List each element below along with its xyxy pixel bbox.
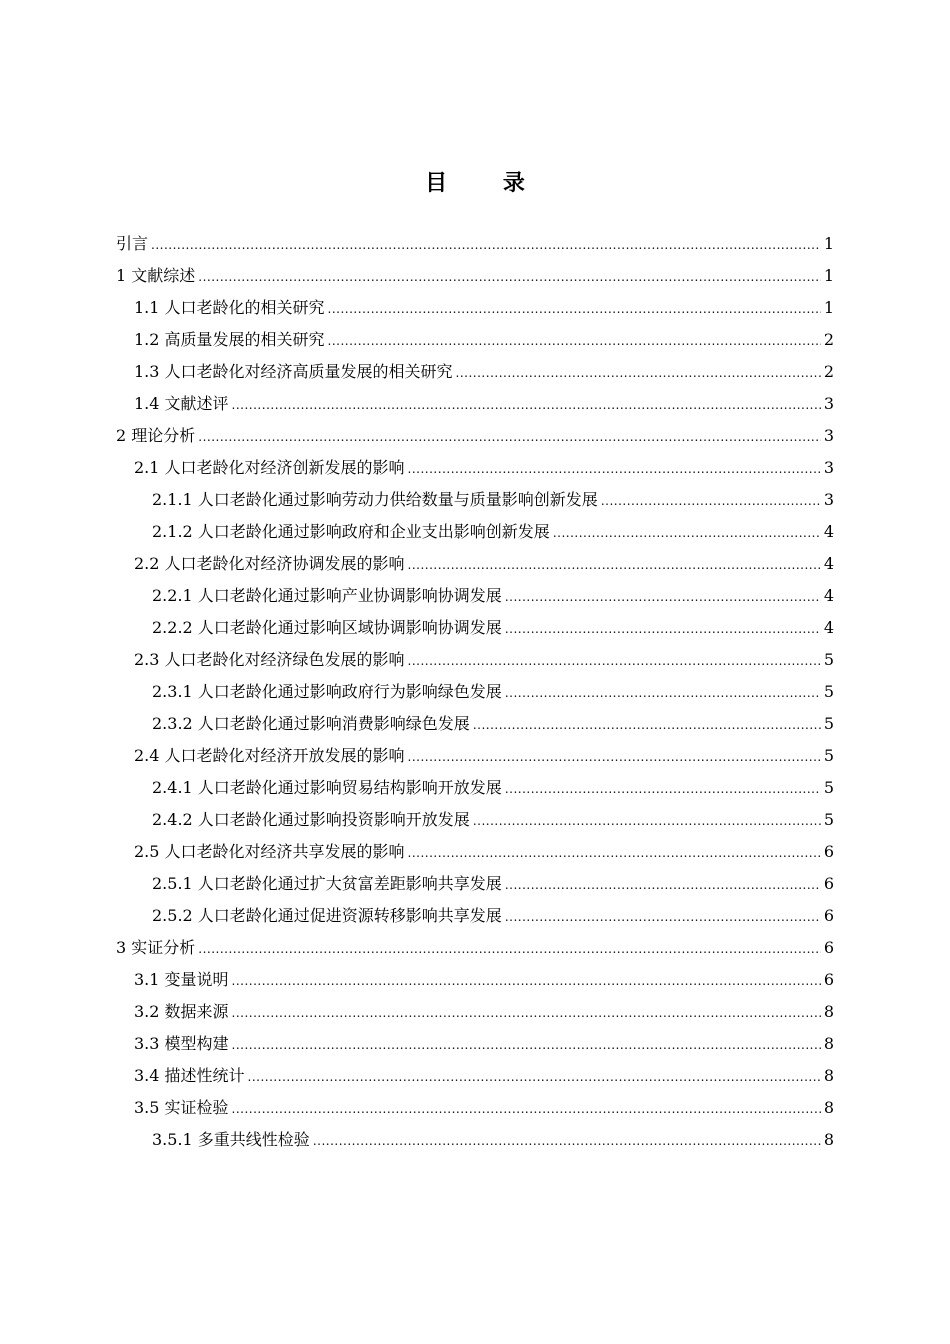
dot-leader: [601, 485, 821, 517]
toc-entry[interactable]: [116, 740, 834, 772]
toc-entry-title: 2.2 人口老龄化对经济协调发展的影响: [134, 554, 405, 573]
dot-leader: [248, 1061, 821, 1093]
toc-entry[interactable]: [116, 260, 834, 292]
page-title: 目 录: [425, 171, 549, 196]
dot-leader: [473, 709, 821, 741]
toc-entry-page-number: 5: [823, 650, 834, 669]
dot-leader: [505, 773, 821, 805]
toc-entry[interactable]: [116, 356, 834, 388]
toc-entry-page-number: 8: [823, 1130, 834, 1149]
toc-entry-page-number: 2: [823, 330, 834, 349]
dot-leader: [408, 453, 821, 485]
dot-leader: [198, 261, 821, 293]
dot-leader: [505, 677, 821, 709]
toc-entry-title: 2.1 人口老龄化对经济创新发展的影响: [134, 458, 405, 477]
toc-entry-page-number: 4: [823, 586, 834, 605]
toc-entry-page-number: 1: [823, 234, 834, 253]
toc-entry-page-number: 8: [823, 1002, 834, 1021]
dot-leader: [408, 837, 821, 869]
dot-leader: [232, 965, 821, 997]
toc-entry-title: 2.4 人口老龄化对经济开放发展的影响: [134, 746, 405, 765]
toc-entry-title: 2.1.2 人口老龄化通过影响政府和企业支出影响创新发展: [152, 522, 550, 541]
toc-entry-page-number: 3: [823, 490, 834, 509]
toc-entry-title: 1 文献综述: [116, 266, 196, 285]
toc-entry[interactable]: [116, 868, 834, 900]
toc-entry-page-number: 1: [823, 298, 834, 317]
dot-leader: [198, 421, 821, 453]
dot-leader: [408, 549, 821, 581]
toc-entry[interactable]: [116, 228, 834, 260]
dot-leader: [505, 613, 821, 645]
toc-entry-title: 2.3.1 人口老龄化通过影响政府行为影响绿色发展: [152, 682, 502, 701]
toc-entry-title: 3.2 数据来源: [134, 1002, 229, 1021]
toc-entry[interactable]: [116, 324, 834, 356]
toc-entry-page-number: 5: [823, 778, 834, 797]
dot-leader: [151, 229, 821, 261]
toc-entry-title: 2.3.2 人口老龄化通过影响消费影响绿色发展: [152, 714, 470, 733]
toc-entry-title: 2.3 人口老龄化对经济绿色发展的影响: [134, 650, 405, 669]
toc-entry[interactable]: [116, 996, 834, 1028]
toc-entry-title: 3.3 模型构建: [134, 1034, 229, 1053]
toc-entry-page-number: 8: [823, 1034, 834, 1053]
toc-entry[interactable]: [116, 644, 834, 676]
toc-entry-page-number: 4: [823, 522, 834, 541]
toc-entry[interactable]: [116, 1028, 834, 1060]
toc-entry-title: 2.4.2 人口老龄化通过影响投资影响开放发展: [152, 810, 470, 829]
dot-leader: [232, 997, 821, 1029]
toc-entry-page-number: 4: [823, 618, 834, 637]
toc-entry[interactable]: [116, 452, 834, 484]
toc-entry[interactable]: [116, 388, 834, 420]
toc-entry-page-number: 8: [823, 1098, 834, 1117]
toc-entry-page-number: 5: [823, 682, 834, 701]
toc-entry[interactable]: [116, 772, 834, 804]
toc-entry[interactable]: [116, 964, 834, 996]
toc-entry[interactable]: [116, 708, 834, 740]
toc-entry-page-number: 8: [823, 1066, 834, 1085]
toc-entry-title: 1.3 人口老龄化对经济高质量发展的相关研究: [134, 362, 453, 381]
toc-entry-title: 2.5.2 人口老龄化通过促进资源转移影响共享发展: [152, 906, 502, 925]
toc-entry-title: 2.2.2 人口老龄化通过影响区域协调影响协调发展: [152, 618, 502, 637]
toc-entry-page-number: 3: [823, 458, 834, 477]
dot-leader: [198, 933, 821, 965]
toc-entry-page-number: 6: [823, 842, 834, 861]
toc-entry[interactable]: [116, 548, 834, 580]
toc-entry[interactable]: [116, 292, 834, 324]
toc-entry[interactable]: [116, 420, 834, 452]
toc-entry-title: 2 理论分析: [116, 426, 196, 445]
toc-entry-page-number: 5: [823, 746, 834, 765]
toc-entry-title: 1.4 文献述评: [134, 394, 229, 413]
toc-entry-page-number: 6: [823, 938, 834, 957]
dot-leader: [456, 357, 821, 389]
dot-leader: [232, 389, 821, 421]
dot-leader: [473, 805, 821, 837]
toc-entry[interactable]: [116, 612, 834, 644]
dot-leader: [408, 645, 821, 677]
toc-entry-page-number: 5: [823, 714, 834, 733]
toc-entry-title: 3 实证分析: [116, 938, 196, 957]
dot-leader: [232, 1093, 821, 1125]
dot-leader: [553, 517, 821, 549]
toc-entry-title: 2.1.1 人口老龄化通过影响劳动力供给数量与质量影响创新发展: [152, 490, 598, 509]
dot-leader: [328, 293, 821, 325]
toc-entry-title: 2.5.1 人口老龄化通过扩大贫富差距影响共享发展: [152, 874, 502, 893]
toc-entry[interactable]: [116, 580, 834, 612]
toc-entry-title: 2.2.1 人口老龄化通过影响产业协调影响协调发展: [152, 586, 502, 605]
toc-entry-page-number: 5: [823, 810, 834, 829]
toc-entry-title: 1.1 人口老龄化的相关研究: [134, 298, 325, 317]
toc-entry-page-number: 6: [823, 906, 834, 925]
toc-entry-title: 2.5 人口老龄化对经济共享发展的影响: [134, 842, 405, 861]
dot-leader: [232, 1029, 821, 1061]
toc-entry[interactable]: [116, 1124, 834, 1156]
toc-entry-title: 3.1 变量说明: [134, 970, 229, 989]
toc-entry-page-number: 1: [823, 266, 834, 285]
table-of-contents: [116, 228, 834, 1156]
toc-entry-page-number: 6: [823, 874, 834, 893]
toc-entry-title: 1.2 高质量发展的相关研究: [134, 330, 325, 349]
toc-entry[interactable]: [116, 900, 834, 932]
toc-entry-page-number: 4: [823, 554, 834, 573]
dot-leader: [408, 741, 821, 773]
toc-entry[interactable]: [116, 484, 834, 516]
toc-entry-title: 3.5.1 多重共线性检验: [152, 1130, 310, 1149]
dot-leader: [505, 869, 821, 901]
toc-entry-page-number: 6: [823, 970, 834, 989]
toc-entry[interactable]: [116, 1092, 834, 1124]
toc-entry-title: 3.4 描述性统计: [134, 1066, 245, 1085]
toc-entry[interactable]: [116, 1060, 834, 1092]
dot-leader: [328, 325, 821, 357]
toc-entry-page-number: 2: [823, 362, 834, 381]
toc-entry[interactable]: [116, 836, 834, 868]
toc-entry[interactable]: [116, 516, 834, 548]
toc-entry-title: 2.4.1 人口老龄化通过影响贸易结构影响开放发展: [152, 778, 502, 797]
toc-entry-page-number: 3: [823, 426, 834, 445]
dot-leader: [505, 901, 821, 933]
toc-entry[interactable]: [116, 804, 834, 836]
toc-entry[interactable]: [116, 676, 834, 708]
dot-leader: [313, 1125, 821, 1157]
dot-leader: [505, 581, 821, 613]
toc-entry-title: 引言: [116, 234, 149, 253]
toc-entry-title: 3.5 实证检验: [134, 1098, 229, 1117]
toc-entry-page-number: 3: [823, 394, 834, 413]
toc-entry[interactable]: [116, 932, 834, 964]
